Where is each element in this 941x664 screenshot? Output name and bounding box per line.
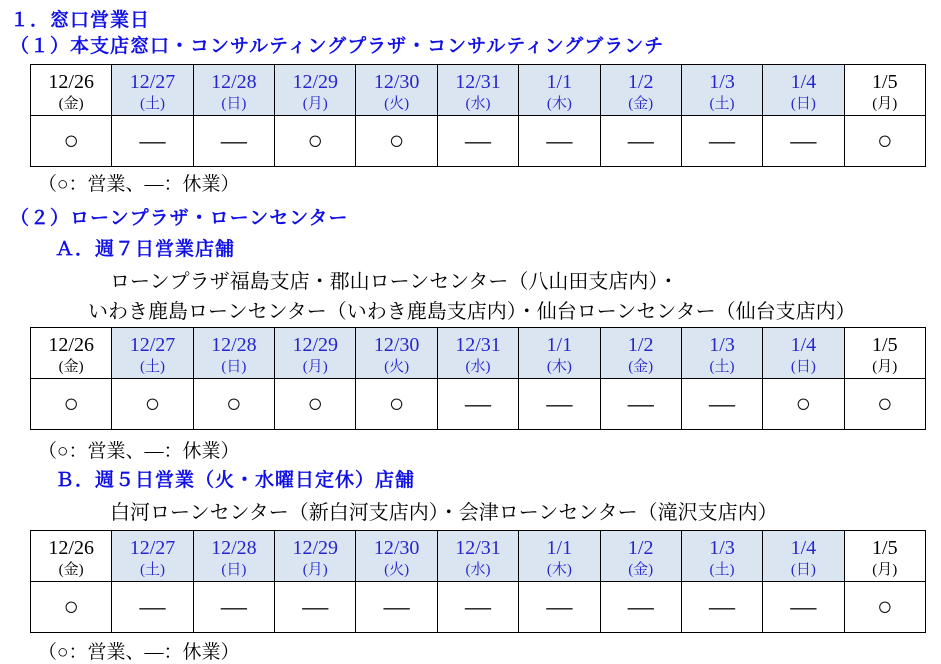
calendar-weekday-label: (金) xyxy=(58,95,84,112)
calendar-weekday-label: (水) xyxy=(465,358,491,375)
calendar-header-cell xyxy=(844,531,925,582)
calendar-date-label: 1/4 xyxy=(790,70,817,93)
status-open-cell: ○ xyxy=(356,116,437,167)
calendar-weekday-label: (土) xyxy=(140,95,166,112)
calendar-weekday-label: (日) xyxy=(221,358,247,375)
status-open-cell: ○ xyxy=(31,582,112,633)
status-open-cell: ○ xyxy=(844,582,925,633)
calendar-weekday-label: (月) xyxy=(302,358,328,375)
calendar-header-cell xyxy=(356,65,437,116)
section2b-heading: Ｂ．週５日営業（火・水曜日定休）店舗 xyxy=(55,470,416,491)
calendar-date-label: 12/27 xyxy=(129,70,176,93)
calendar-date-label: 12/26 xyxy=(48,536,94,559)
status-open-cell: ○ xyxy=(356,379,437,430)
calendar-header-cell xyxy=(112,531,193,582)
status-closed-cell: ― xyxy=(112,582,193,633)
calendar-weekday-label: (金) xyxy=(58,561,84,578)
page-title: １．窓口営業日 xyxy=(10,10,151,31)
status-open-cell: ○ xyxy=(763,379,844,430)
calendar-weekday-label: (火) xyxy=(384,561,410,578)
status-closed-cell: ― xyxy=(437,116,518,167)
calendar-header-cell xyxy=(519,65,600,116)
calendar-weekday-label: (土) xyxy=(709,561,735,578)
calendar-weekday-label: (土) xyxy=(140,358,166,375)
calendar-header-cell xyxy=(112,328,193,379)
calendar-weekday-label: (水) xyxy=(465,561,491,578)
calendar-header-cell xyxy=(437,328,518,379)
calendar-date-label: 1/5 xyxy=(872,70,898,93)
status-open-cell: ○ xyxy=(844,116,925,167)
calendar-weekday-label: (金) xyxy=(628,358,654,375)
calendar-date-label: 1/1 xyxy=(546,333,573,356)
calendar-header-cell xyxy=(600,531,681,582)
calendar-weekday-label: (月) xyxy=(302,95,328,112)
calendar-weekday-label: (月) xyxy=(872,561,898,578)
calendar-weekday-label: (水) xyxy=(465,95,491,112)
section2a-description-line1: ローンプラザ福島支店・郡山ローンセンター（八山田支店内）・ xyxy=(110,271,679,293)
calendar-weekday-label: (木) xyxy=(546,95,572,112)
status-closed-cell: ― xyxy=(600,379,681,430)
calendar-header-cell xyxy=(681,65,762,116)
calendar-header-cell xyxy=(112,65,193,116)
calendar-weekday-label: (月) xyxy=(302,561,328,578)
calendar-date-label: 12/30 xyxy=(373,536,420,559)
status-open-cell: ○ xyxy=(275,116,356,167)
calendar-weekday-label: (金) xyxy=(58,358,84,375)
calendar-header-row xyxy=(31,65,926,116)
section2a-heading: Ａ．週７日営業店舗 xyxy=(55,239,236,260)
calendar-header-row xyxy=(31,531,926,582)
calendar-date-label: 1/2 xyxy=(627,536,654,559)
calendar-status-row xyxy=(31,582,926,633)
status-open-cell: ○ xyxy=(112,379,193,430)
calendar-header-cell xyxy=(600,328,681,379)
business-days-table-head-branch xyxy=(30,64,926,167)
status-closed-cell: ― xyxy=(681,116,762,167)
calendar-date-label: 1/3 xyxy=(709,70,735,93)
section2b-description-line1: 白河ローンセンター（新白河支店内）・会津ローンセンター（滝沢支店内） xyxy=(110,502,778,524)
calendar-date-label: 12/31 xyxy=(455,536,501,559)
calendar-date-label: 12/27 xyxy=(129,536,176,559)
calendar-header-cell xyxy=(193,531,274,582)
calendar-weekday-label: (火) xyxy=(384,95,410,112)
calendar-header-cell xyxy=(31,65,112,116)
status-closed-cell: ― xyxy=(763,582,844,633)
legend-open-closed: （○：営業、―：休業） xyxy=(38,441,240,462)
calendar-date-label: 12/30 xyxy=(373,70,420,93)
legend-open-closed: （○：営業、―：休業） xyxy=(38,642,240,663)
calendar-header-cell xyxy=(600,65,681,116)
status-closed-cell: ― xyxy=(600,116,681,167)
status-closed-cell: ― xyxy=(275,582,356,633)
status-closed-cell: ― xyxy=(681,582,762,633)
calendar-date-label: 12/31 xyxy=(455,333,501,356)
status-closed-cell: ― xyxy=(681,379,762,430)
calendar-header-cell xyxy=(844,328,925,379)
calendar-date-label: 1/1 xyxy=(546,70,573,93)
calendar-date-label: 1/5 xyxy=(872,536,898,559)
status-closed-cell: ― xyxy=(763,116,844,167)
calendar-weekday-label: (金) xyxy=(628,561,654,578)
calendar-status-row xyxy=(31,379,926,430)
section2-heading: （２）ローンプラザ・ローンセンター xyxy=(10,208,349,229)
calendar-weekday-label: (土) xyxy=(709,95,735,112)
calendar-header-cell xyxy=(681,328,762,379)
calendar-date-label: 12/26 xyxy=(48,333,94,356)
calendar-date-label: 1/5 xyxy=(872,333,898,356)
calendar-weekday-label: (火) xyxy=(384,358,410,375)
calendar-weekday-label: (日) xyxy=(790,561,816,578)
calendar-header-cell xyxy=(275,328,356,379)
calendar-date-label: 1/4 xyxy=(790,333,817,356)
calendar-date-label: 1/2 xyxy=(627,333,654,356)
status-closed-cell: ― xyxy=(193,116,274,167)
calendar-date-label: 1/3 xyxy=(709,333,735,356)
calendar-header-row xyxy=(31,328,926,379)
calendar-date-label: 12/29 xyxy=(292,536,339,559)
calendar-date-label: 12/26 xyxy=(48,70,94,93)
calendar-header-cell xyxy=(437,65,518,116)
status-open-cell: ○ xyxy=(193,379,274,430)
calendar-header-cell xyxy=(31,531,112,582)
status-closed-cell: ― xyxy=(193,582,274,633)
calendar-weekday-label: (木) xyxy=(546,358,572,375)
calendar-date-label: 12/28 xyxy=(211,333,257,356)
calendar-date-label: 1/2 xyxy=(627,70,654,93)
section1-heading: （１）本支店窓口・コンサルティングプラザ・コンサルティングブランチ xyxy=(10,36,665,57)
calendar-date-label: 12/27 xyxy=(129,333,176,356)
calendar-weekday-label: (月) xyxy=(872,95,898,112)
calendar-weekday-label: (土) xyxy=(140,561,166,578)
status-closed-cell: ― xyxy=(437,379,518,430)
status-open-cell: ○ xyxy=(275,379,356,430)
section2a-description-line2: いわき鹿島ローンセンター（いわき鹿島支店内）・仙台ローンセンター（仙台支店内） xyxy=(88,301,856,323)
status-closed-cell: ― xyxy=(519,582,600,633)
status-closed-cell: ― xyxy=(112,116,193,167)
calendar-header-cell xyxy=(193,328,274,379)
calendar-header-cell xyxy=(193,65,274,116)
status-closed-cell: ― xyxy=(600,582,681,633)
status-closed-cell: ― xyxy=(356,582,437,633)
status-closed-cell: ― xyxy=(437,582,518,633)
legend-open-closed: （○：営業、―：休業） xyxy=(38,174,240,195)
calendar-header-cell xyxy=(844,65,925,116)
calendar-date-label: 12/28 xyxy=(211,536,257,559)
calendar-date-label: 1/4 xyxy=(790,536,817,559)
calendar-weekday-label: (日) xyxy=(790,358,816,375)
status-open-cell: ○ xyxy=(844,379,925,430)
calendar-date-label: 12/29 xyxy=(292,333,339,356)
calendar-weekday-label: (日) xyxy=(221,561,247,578)
calendar-header-cell xyxy=(275,65,356,116)
business-days-table-loan-5days xyxy=(30,530,926,633)
calendar-weekday-label: (日) xyxy=(221,95,247,112)
status-open-cell: ○ xyxy=(31,116,112,167)
calendar-date-label: 12/29 xyxy=(292,70,339,93)
calendar-header-cell xyxy=(437,531,518,582)
business-days-table-loan-7days xyxy=(30,327,926,430)
calendar-date-label: 1/3 xyxy=(709,536,735,559)
calendar-date-label: 12/28 xyxy=(211,70,257,93)
calendar-weekday-label: (日) xyxy=(790,95,816,112)
calendar-header-cell xyxy=(356,328,437,379)
status-closed-cell: ― xyxy=(519,379,600,430)
status-open-cell: ○ xyxy=(31,379,112,430)
calendar-date-label: 1/1 xyxy=(546,536,573,559)
calendar-header-cell xyxy=(681,531,762,582)
calendar-header-cell xyxy=(763,65,844,116)
calendar-weekday-label: (土) xyxy=(709,358,735,375)
calendar-weekday-label: (木) xyxy=(546,561,572,578)
calendar-header-cell xyxy=(356,531,437,582)
calendar-weekday-label: (月) xyxy=(872,358,898,375)
calendar-header-cell xyxy=(763,531,844,582)
calendar-header-cell xyxy=(763,328,844,379)
calendar-date-label: 12/30 xyxy=(373,333,420,356)
calendar-status-row xyxy=(31,116,926,167)
calendar-header-cell xyxy=(519,531,600,582)
calendar-header-cell xyxy=(519,328,600,379)
calendar-header-cell xyxy=(275,531,356,582)
calendar-header-cell xyxy=(31,328,112,379)
status-closed-cell: ― xyxy=(519,116,600,167)
calendar-weekday-label: (金) xyxy=(628,95,654,112)
calendar-date-label: 12/31 xyxy=(455,70,501,93)
